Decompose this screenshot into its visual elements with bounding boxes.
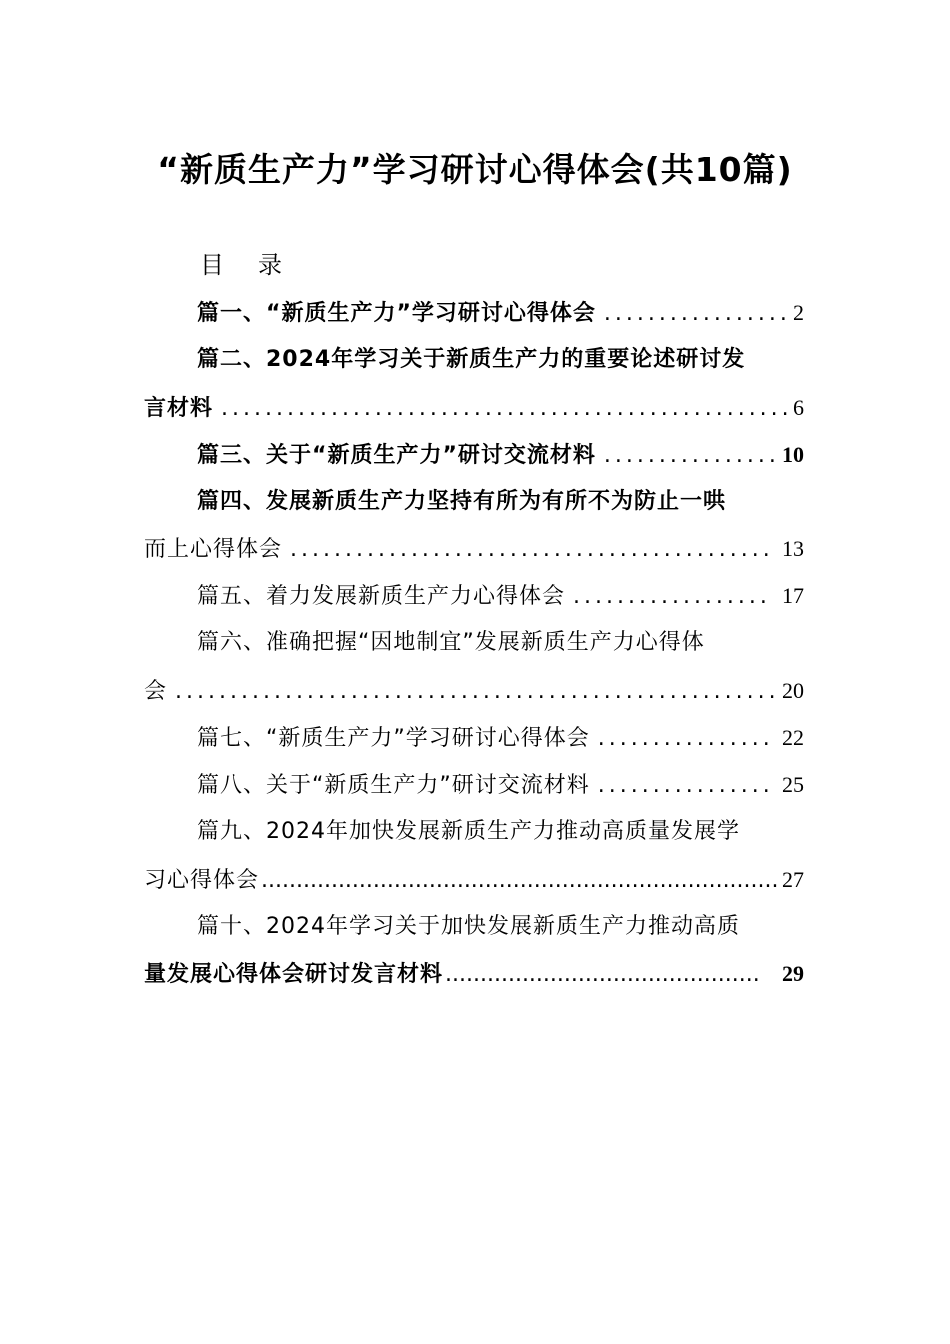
toc-entry-5[interactable]: [197, 577, 804, 615]
toc-entry-6-line-1[interactable]: [197, 624, 804, 662]
toc-leader-dots: [598, 720, 776, 758]
toc-leader-dots: [604, 437, 776, 475]
toc-entry-4-page: 13: [782, 536, 804, 561]
toc-entry-9-title-cont: 习心得体会: [144, 868, 260, 893]
toc-entry-6-title: 篇六、准确把握“因地制宜”发展新质生产力心得体: [197, 630, 705, 655]
toc-entry-9-line-2[interactable]: [144, 861, 804, 899]
toc-entry-6-title-cont: 会: [144, 679, 168, 704]
document-title: “新质生产力”学习研讨心得体会(共10篇): [157, 150, 793, 189]
toc-entry-6-page: 20: [782, 678, 804, 703]
toc-entry-4-title-cont: 而上心得体会: [144, 537, 283, 562]
toc-leader-dots: [290, 531, 776, 569]
toc-entry-4-title: 篇四、发展新质生产力坚持有所为有所不为防止一哄: [197, 489, 727, 514]
toc-leader-dots: [573, 578, 768, 616]
toc-entry-3-title: 篇三、关于“新质生产力”研讨交流材料: [197, 443, 596, 468]
toc-entry-9-title: 篇九、2024年加快发展新质生产力推动高质量发展学: [197, 819, 740, 844]
toc-leader-dots: [445, 956, 762, 994]
toc-leader-dots: [221, 390, 787, 428]
toc-entry-10-title: 篇十、2024年学习关于加快发展新质生产力推动高质: [197, 914, 740, 939]
toc-entry-6-line-2[interactable]: [144, 672, 804, 710]
toc-entry-1-page: 2: [793, 300, 804, 325]
toc-entry-9-line-1[interactable]: [197, 813, 804, 851]
toc-leader-dots: [175, 673, 776, 711]
toc-entry-2-line-1[interactable]: [197, 341, 804, 379]
toc-entry-1-title: 篇一、“新质生产力”学习研讨心得体会: [197, 301, 596, 326]
toc-entry-3-page: 10: [782, 442, 804, 467]
toc-entry-3[interactable]: [197, 436, 804, 474]
toc-entry-2-title: 篇二、2024年学习关于新质生产力的重要论述研讨发: [197, 347, 746, 372]
toc-entry-8-title: 篇八、关于“新质生产力”研讨交流材料: [197, 773, 590, 798]
toc-leader-dots: [261, 862, 778, 900]
toc-entry-9-page: 27: [782, 867, 804, 892]
toc-entry-10-title-cont: 量发展心得体会研讨发言材料: [144, 962, 444, 987]
toc-entry-1[interactable]: [197, 294, 804, 332]
toc-entry-4-line-1[interactable]: [197, 483, 804, 521]
toc-entry-10-page: 29: [782, 961, 804, 986]
toc-heading-char-2: 录: [258, 251, 282, 279]
toc-entry-2-line-2[interactable]: [144, 389, 804, 427]
toc-entry-7-title: 篇七、“新质生产力”学习研讨心得体会: [197, 726, 590, 751]
toc-heading: [200, 248, 282, 282]
toc-entry-7[interactable]: [197, 719, 804, 757]
toc-entry-10-line-2[interactable]: [144, 955, 804, 993]
toc-entry-5-page: 17: [782, 583, 804, 608]
toc-entry-10-line-1[interactable]: [197, 908, 804, 946]
toc-leader-dots: [598, 767, 776, 805]
toc-entry-2-page: 6: [793, 395, 804, 420]
toc-entry-2-title-cont: 言材料: [144, 396, 214, 421]
toc-entry-4-line-2[interactable]: [144, 530, 804, 568]
toc-entry-8[interactable]: [197, 766, 804, 804]
toc-entry-8-page: 25: [782, 772, 804, 797]
toc-entry-5-title: 篇五、着力发展新质生产力心得体会: [197, 584, 566, 609]
toc-entry-7-page: 22: [782, 725, 804, 750]
toc-heading-char-1: 目: [200, 251, 224, 279]
toc-leader-dots: [604, 295, 787, 333]
